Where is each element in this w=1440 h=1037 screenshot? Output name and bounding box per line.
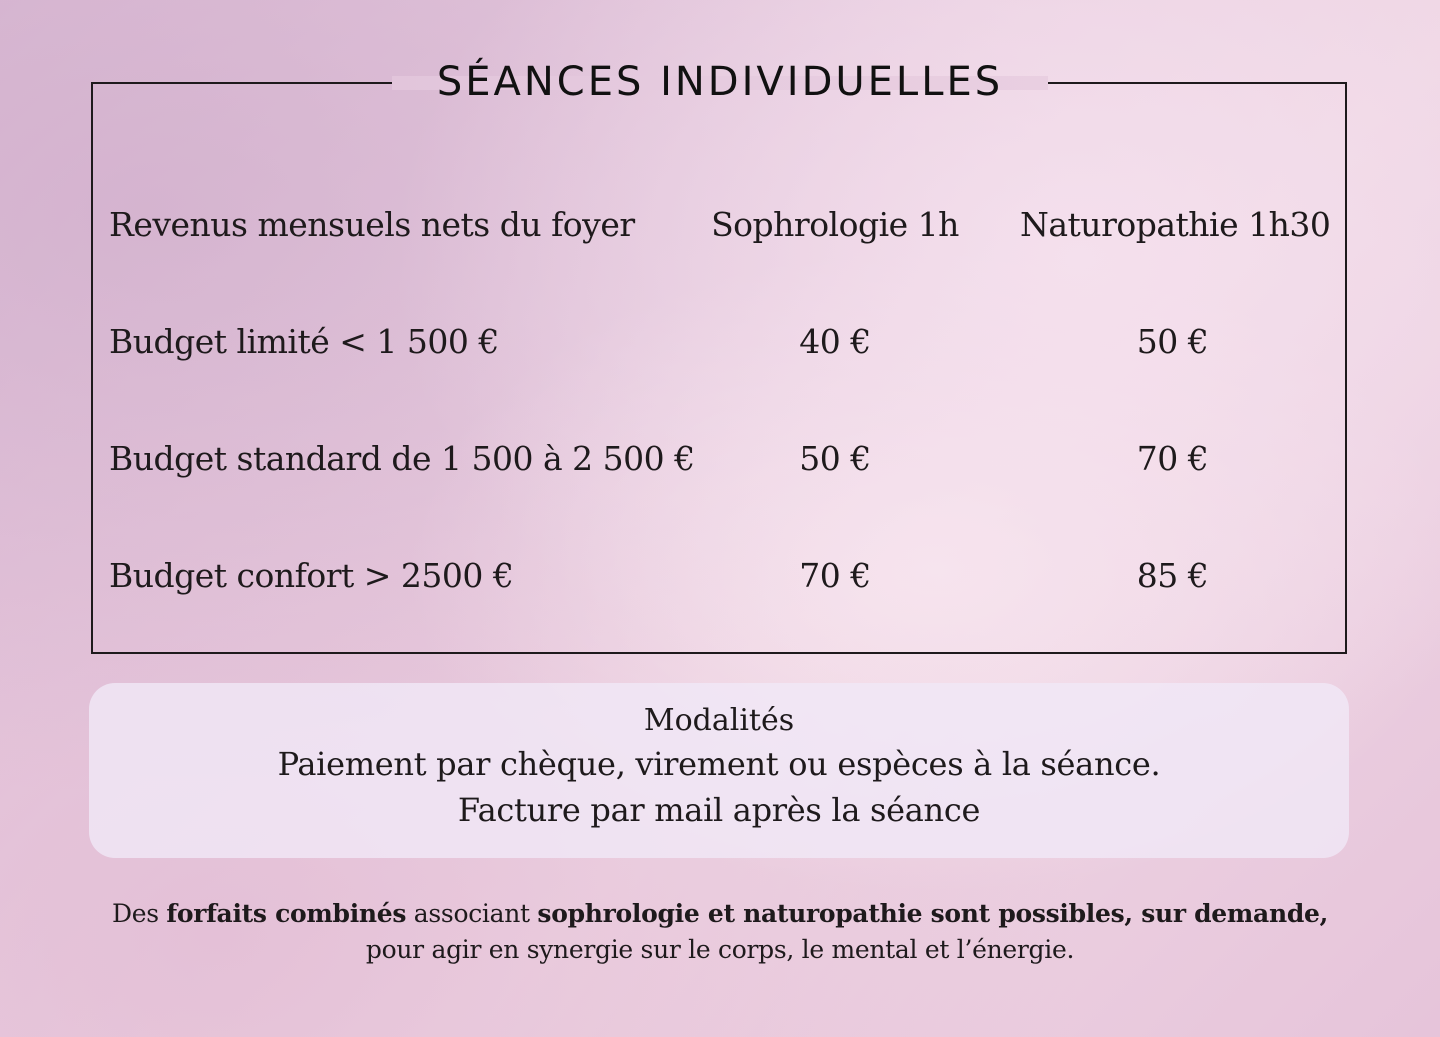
table-row <box>0 434 1440 484</box>
footer-bold: sophrologie et naturopathie sont possibles, sur demande, <box>537 899 1329 928</box>
row-sophrologie-price: 50 € <box>799 439 871 478</box>
header-naturopathie: Naturopathie 1h30 <box>1020 205 1331 244</box>
modalites-invoice: Facture par mail après la séance <box>457 791 981 829</box>
title-container <box>392 54 1048 110</box>
header-income: Revenus mensuels nets du foyer <box>109 205 635 244</box>
row-label: Budget standard de 1 500 à 2 500 € <box>109 439 695 478</box>
table-row <box>0 551 1440 601</box>
footer-text: pour agir en synergie sur le corps, le mental et l’énergie. <box>365 935 1075 964</box>
row-sophrologie-price: 40 € <box>799 322 871 361</box>
row-sophrologie-price: 70 € <box>799 556 871 595</box>
modalites-title: Modalités <box>643 703 795 738</box>
row-naturopathie-price: 50 € <box>1136 322 1209 361</box>
footer-text: associant <box>406 899 538 928</box>
header-sophrologie: Sophrologie 1h <box>711 205 959 244</box>
row-label: Budget limité < 1 500 € <box>109 322 499 361</box>
footer-note <box>90 896 1350 968</box>
row-naturopathie-price: 70 € <box>1136 439 1209 478</box>
row-label: Budget confort > 2500 € <box>109 556 514 595</box>
modalites-panel <box>89 683 1349 858</box>
footer-text: Des <box>111 899 167 928</box>
page-title: SÉANCES INDIVIDUELLES <box>436 59 1004 105</box>
table-header-row <box>0 200 1440 250</box>
footer-bold: forfaits combinés <box>166 899 407 928</box>
modalites-payment: Paiement par chèque, virement ou espèces à la séance. <box>277 745 1161 783</box>
table-row <box>0 317 1440 367</box>
row-naturopathie-price: 85 € <box>1136 556 1209 595</box>
